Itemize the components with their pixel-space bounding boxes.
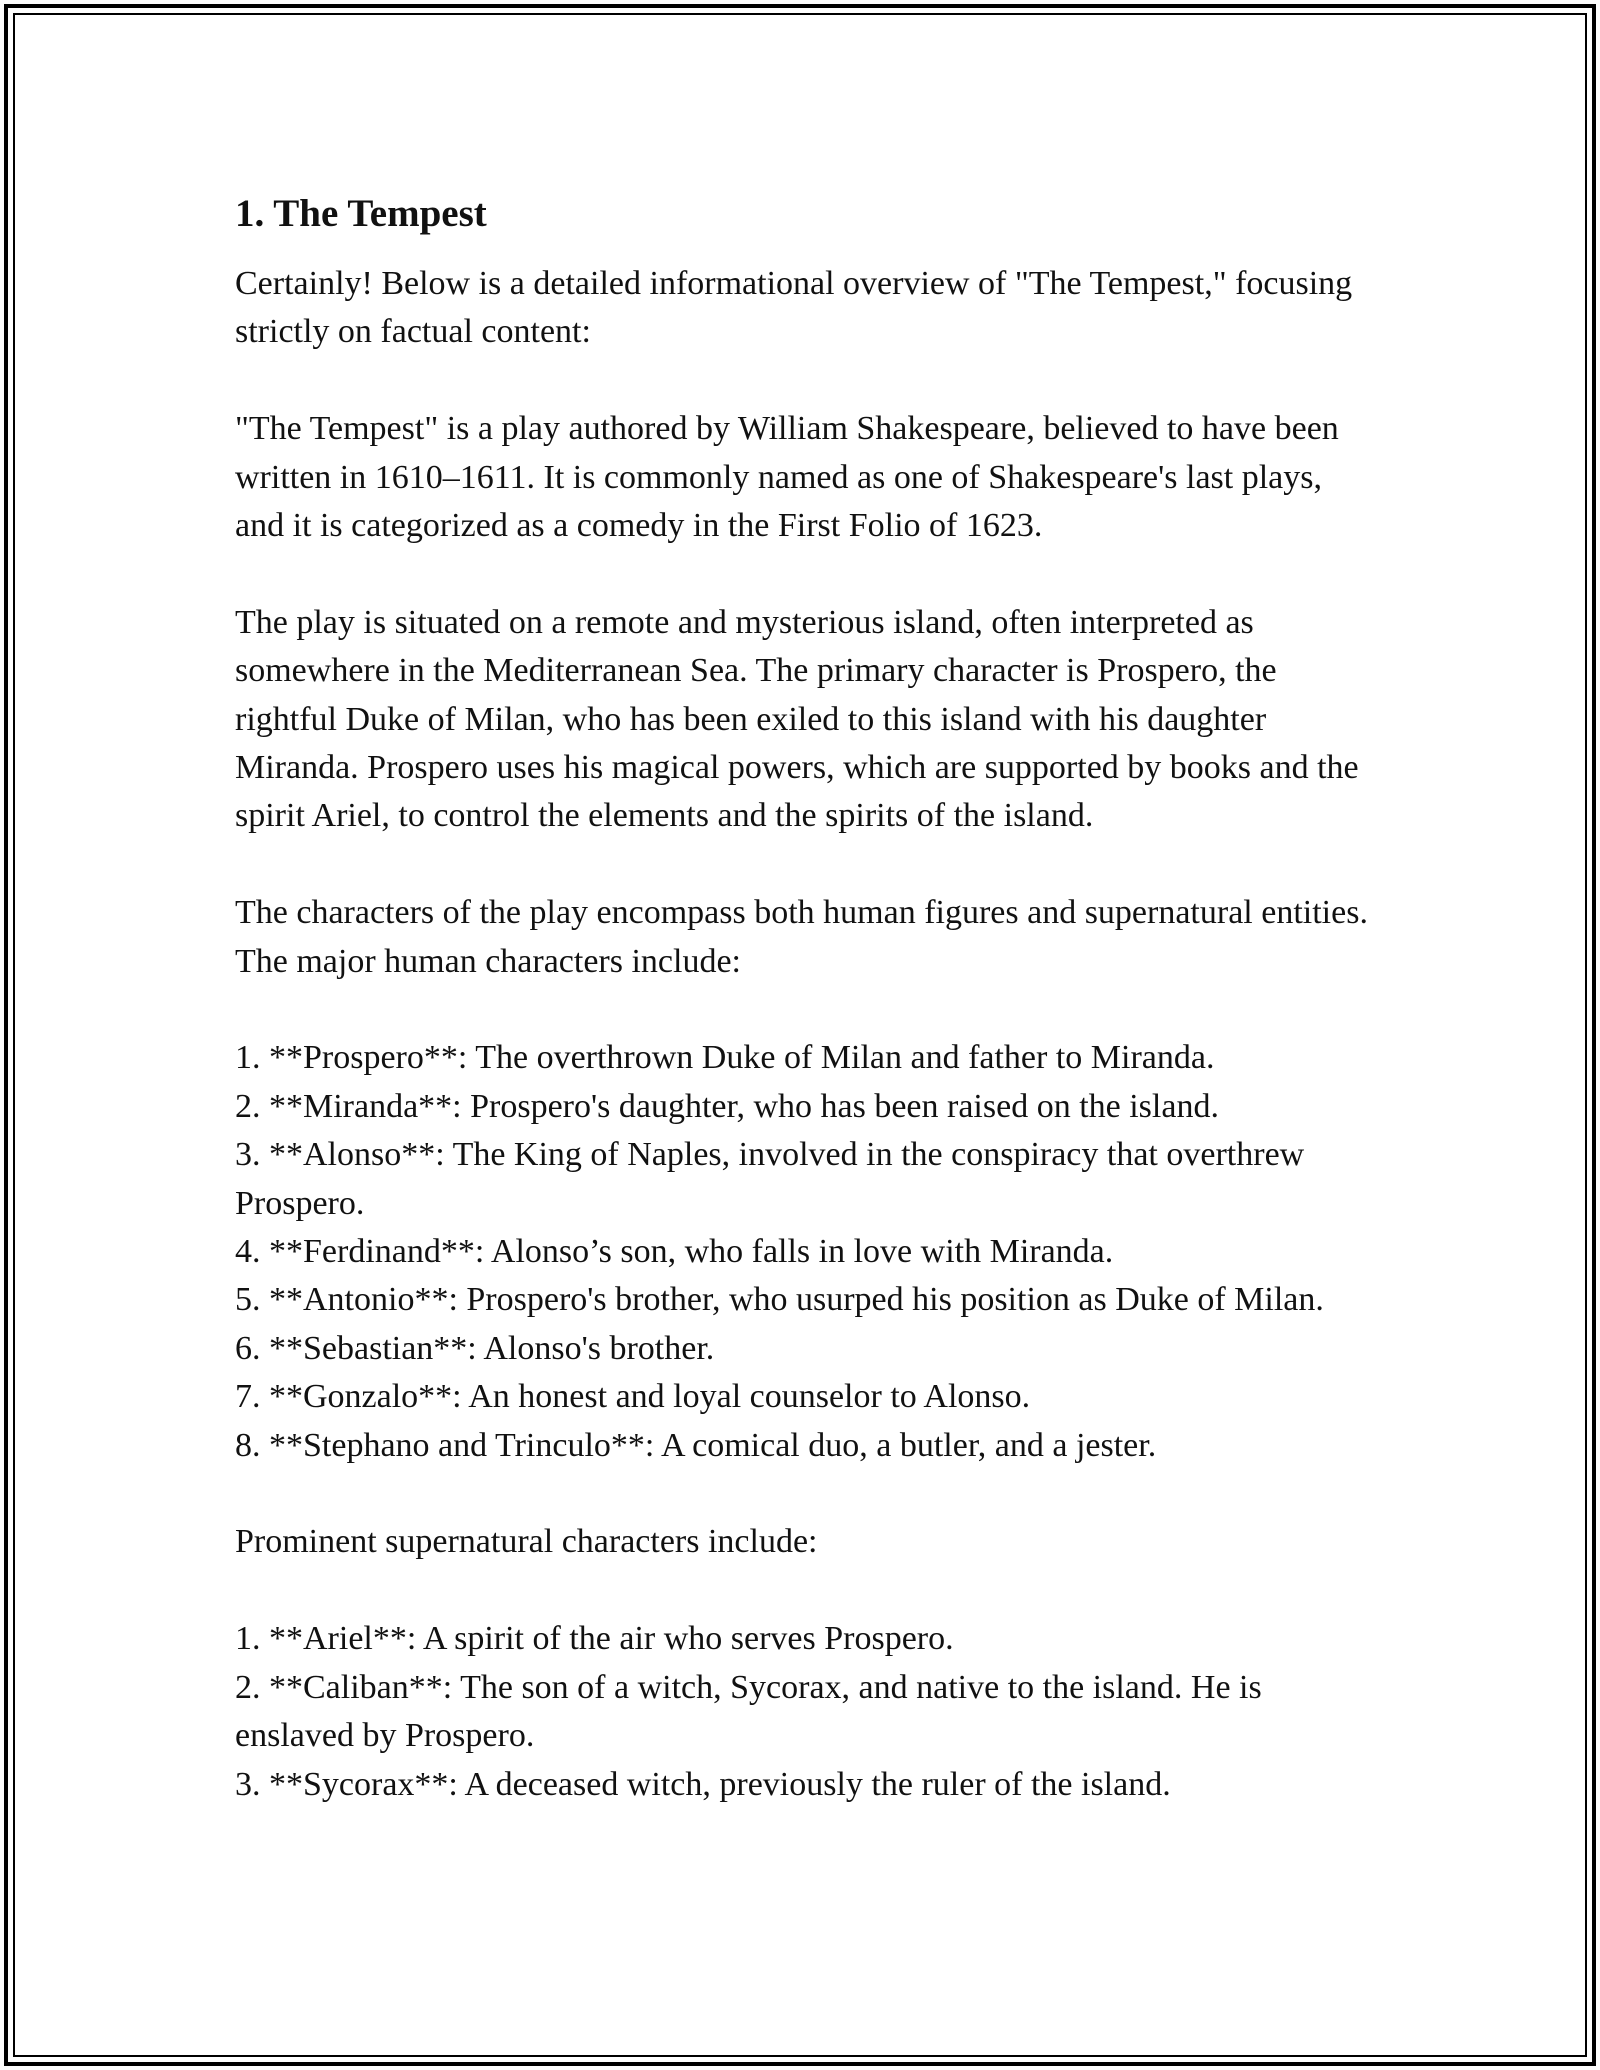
list-item: 7. **Gonzalo**: An honest and loyal counselor to Alonso. [235, 1378, 1031, 1416]
authorship-paragraph: "The Tempest" is a play authored by William Shakespeare, believed to have been written in 1610–1611. It is commonly named as one of Shakespeare's last plays, and it is categorized as a comedy in the First Folio of 1623. [235, 410, 1339, 545]
list-item: 1. **Prospero**: The overthrown Duke of Milan and father to Miranda. [235, 1039, 1215, 1077]
list-item: 2. **Caliban**: The son of a witch, Sycorax, and native to the island. He is enslaved by Prospero. [235, 1668, 1262, 1755]
document-body [235, 190, 1375, 1857]
list-item: 8. **Stephano and Trinculo**: A comical duo, a butler, and a jester. [235, 1426, 1157, 1464]
list-item: 2. **Miranda**: Prospero's daughter, who has been raised on the island. [235, 1087, 1219, 1125]
list-item: 3. **Alonso**: The King of Naples, involved in the conspiracy that overthrew Prospero. [235, 1136, 1305, 1222]
supernatural-intro-paragraph: Prominent supernatural characters include: [235, 1523, 818, 1561]
intro-paragraph: Certainly! Below is a detailed informational overview of "The Tempest," focusing strictly on factual content: [235, 265, 1353, 351]
human-characters-list [235, 1034, 1375, 1470]
supernatural-characters-list [235, 1615, 1375, 1809]
setting-paragraph: The play is situated on a remote and mysterious island, often interpreted as somewhere in the Mediterranean Sea. The primary character is Prospero, the rightful Duke of Milan, who has been exiled to this island with his daughter Miranda. Prospero uses his magical powers, which are supported by books and the spirit Ariel, to control the elements and the spirits of the island. [235, 603, 1359, 835]
characters-intro-paragraph: The characters of the play encompass both human figures and supernatural entities. The major human characters include: [235, 894, 1368, 980]
list-item: 1. **Ariel**: A spirit of the air who serves Prospero. [235, 1620, 954, 1658]
list-item: 3. **Sycorax**: A deceased witch, previously the ruler of the island. [235, 1765, 1171, 1803]
list-item: 4. **Ferdinand**: Alonso’s son, who falls in love with Miranda. [235, 1233, 1114, 1271]
list-item: 6. **Sebastian**: Alonso's brother. [235, 1329, 715, 1367]
list-item: 5. **Antonio**: Prospero's brother, who usurped his position as Duke of Milan. [235, 1281, 1324, 1319]
document-title: 1. The Tempest [235, 192, 487, 235]
